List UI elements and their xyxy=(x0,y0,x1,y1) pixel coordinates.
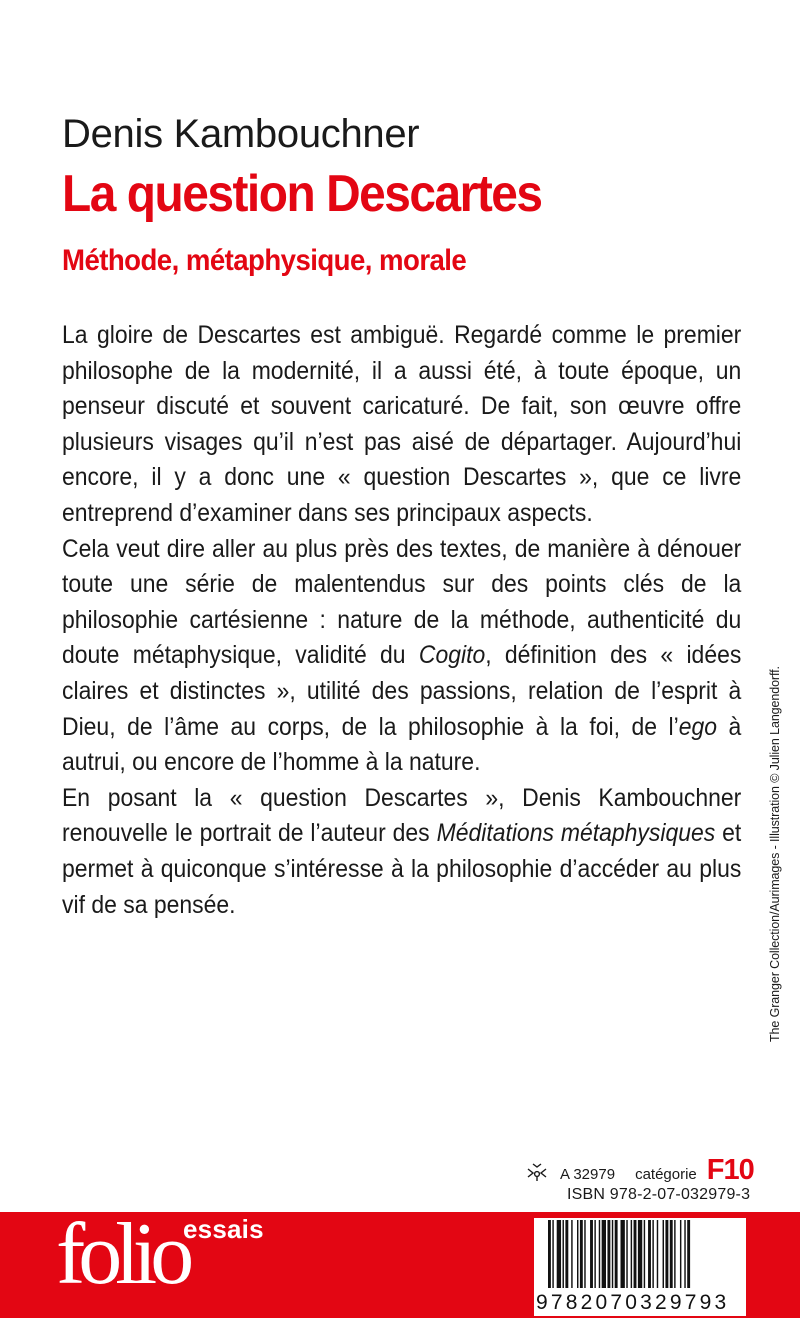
image-credit: The Granger Collection/Aurimages - Illustration © Julien Langendorff. xyxy=(768,666,782,1042)
blurb xyxy=(62,318,741,923)
blurb-paragraph-1: La gloire de Descartes est ambiguë. Regardé comme le premier philosophe de la modernité, il a aussi été, à toute époque, un penseur discuté et souvent caricaturé. De fait, son œuvre offre plusieurs visages qu’il n’est pas aisé de départager. Aujourd’hui encore, il y a donc une « question Descartes », que ce livre entreprend d’examiner dans ses principaux aspects. xyxy=(62,321,742,527)
blurb-p3-meditations: Méditations métaphysiques xyxy=(436,819,716,848)
essais-label: essais xyxy=(183,1214,264,1244)
blurb-p2-part-c: à autrui, ou encore de l’homme à la nature. xyxy=(62,712,742,777)
book-title: La question Descartes xyxy=(62,165,542,223)
barcode xyxy=(534,1218,746,1316)
book-subtitle: Méthode, métaphysique, morale xyxy=(62,244,467,277)
category-label: catégorie xyxy=(635,1166,697,1183)
blurb-p2-part-b: , définition des « idées claires et distinctes », utilité des passions, relation de l’esprit à Dieu, de l’âme au corps, de la philosophie à la foi, de l’ xyxy=(62,641,742,741)
blurb-paragraph-3 xyxy=(62,781,741,923)
blurb-p3-part-a: En posant la « question Descartes », Denis Kambouchner renouvelle le portrait de l’auteur des xyxy=(62,783,742,848)
blurb-p2-cogito: Cogito xyxy=(418,641,486,670)
blurb-p2-part-a: Cela veut dire aller au plus près des textes, de manière à dénouer toute une série de malentendus sur des points clés de la philosophie cartésienne : nature de la méthode, authenticité du doute métaphysique, validité du xyxy=(62,534,742,670)
barcode-digits: 9782070329793 xyxy=(536,1291,730,1314)
blurb-paragraph-2 xyxy=(62,532,741,781)
author-name: Denis Kambouchner xyxy=(62,112,420,156)
catalog-ref: A 32979 xyxy=(560,1166,616,1183)
folio-logo-text: folio xyxy=(56,1206,188,1303)
gallimard-logo-icon xyxy=(524,1161,550,1183)
blurb-p2-ego: ego xyxy=(678,712,718,741)
catalog-line xyxy=(524,1154,754,1187)
isbn: ISBN 978-2-07-032979-3 xyxy=(567,1186,751,1203)
category-code: F10 xyxy=(706,1154,754,1186)
blurb-p3-part-b: et permet à quiconque s’intéresse à la philosophie d’accéder au plus vif de sa pensée. xyxy=(62,819,742,919)
